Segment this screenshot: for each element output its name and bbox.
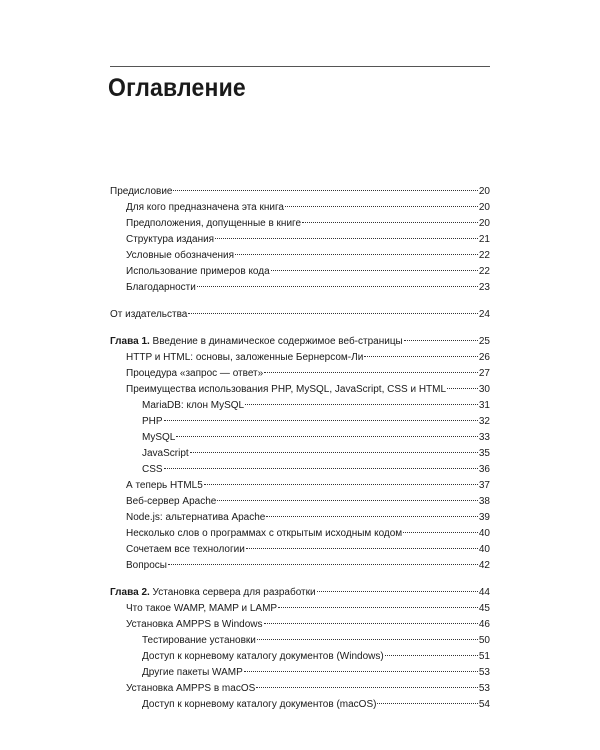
dot-leader xyxy=(404,340,478,341)
toc-page-number: 23 xyxy=(478,282,490,293)
dot-leader xyxy=(447,388,478,389)
toc-entry[interactable] xyxy=(110,382,490,398)
toc-entry-label: Установка AMPPS в Windows xyxy=(126,619,263,630)
toc-entry-label: PHP xyxy=(142,416,163,427)
toc-entry[interactable] xyxy=(110,398,490,414)
toc-entry-label: Веб-сервер Apache xyxy=(126,496,217,507)
toc-entry[interactable] xyxy=(110,280,490,296)
page-title: Оглавление xyxy=(108,74,246,102)
toc-entry[interactable] xyxy=(110,494,490,510)
toc-entry[interactable] xyxy=(110,232,490,248)
dot-leader xyxy=(264,372,478,373)
chapter-number: Глава 2. xyxy=(110,587,150,598)
toc-entry[interactable] xyxy=(110,307,490,323)
toc-entry-label: Другие пакеты WAMP xyxy=(142,667,243,678)
toc-page-number: 51 xyxy=(478,651,490,662)
dot-leader xyxy=(302,222,478,223)
toc-entry[interactable] xyxy=(110,264,490,280)
toc-entry[interactable] xyxy=(110,200,490,216)
toc-entry-label: Процедура «запрос — ответ» xyxy=(126,368,264,379)
toc-page-number: 39 xyxy=(478,512,490,523)
toc-page-number: 38 xyxy=(478,496,490,507)
toc-entry[interactable] xyxy=(110,665,490,681)
toc-entry-label: CSS xyxy=(142,464,163,475)
toc-entry-label: Доступ к корневому каталогу документов (macOS) xyxy=(142,699,377,710)
toc-page-number: 20 xyxy=(478,218,490,229)
toc-page-number: 31 xyxy=(478,400,490,411)
dot-leader xyxy=(285,206,478,207)
toc-entry[interactable] xyxy=(110,366,490,382)
toc-entry[interactable] xyxy=(110,350,490,366)
dot-leader xyxy=(173,190,477,191)
toc-entry[interactable] xyxy=(110,542,490,558)
dot-leader xyxy=(271,270,478,271)
toc-entry-label: А теперь HTML5 xyxy=(126,480,203,491)
toc-entry[interactable] xyxy=(110,649,490,665)
toc-page-number: 24 xyxy=(478,309,490,320)
toc-entry[interactable] xyxy=(110,558,490,574)
toc-section-gap xyxy=(110,296,490,307)
toc-entry-label: Установка AMPPS в macOS xyxy=(126,683,256,694)
toc-page-number: 36 xyxy=(478,464,490,475)
dot-leader xyxy=(317,591,478,592)
dot-leader xyxy=(377,703,477,704)
dot-leader xyxy=(266,516,478,517)
toc-entry[interactable] xyxy=(110,446,490,462)
dot-leader xyxy=(264,623,478,624)
toc-entry[interactable] xyxy=(110,430,490,446)
toc-page-number: 32 xyxy=(478,416,490,427)
toc-page-number: 50 xyxy=(478,635,490,646)
toc-page-number: 40 xyxy=(478,544,490,555)
toc-entry-label: Для кого предназначена эта книга xyxy=(126,202,284,213)
toc-entry[interactable] xyxy=(110,334,490,350)
toc-entry[interactable] xyxy=(110,510,490,526)
toc-page-number: 27 xyxy=(478,368,490,379)
toc-entry[interactable] xyxy=(110,601,490,617)
toc-entry-label: Сочетаем все технологии xyxy=(126,544,245,555)
toc-entry[interactable] xyxy=(110,462,490,478)
toc-entry-label: Несколько слов о программах с открытым исходным кодом xyxy=(126,528,403,539)
toc-entry-label: Использование примеров кода xyxy=(126,266,270,277)
toc-page-number: 54 xyxy=(478,699,490,710)
dot-leader xyxy=(168,564,478,565)
dot-leader xyxy=(245,404,478,405)
toc-page-number: 20 xyxy=(478,186,490,197)
toc-entry[interactable] xyxy=(110,617,490,633)
toc-entry[interactable] xyxy=(110,478,490,494)
toc-page-number: 42 xyxy=(478,560,490,571)
toc-page-number: 53 xyxy=(478,667,490,678)
toc-entry-label: HTTP и HTML: основы, заложенные Бернерсом-Ли xyxy=(126,352,364,363)
toc-entry[interactable] xyxy=(110,216,490,232)
toc-entry-label: Node.js: альтернатива Apache xyxy=(126,512,266,523)
toc-entry-label: Предисловие xyxy=(110,186,173,197)
toc-page-number: 40 xyxy=(478,528,490,539)
dot-leader xyxy=(364,356,478,357)
dot-leader xyxy=(278,607,478,608)
toc-entry-label: Тестирование установки xyxy=(142,635,256,646)
toc-entry[interactable] xyxy=(110,184,490,200)
toc-page-number: 53 xyxy=(478,683,490,694)
dot-leader xyxy=(235,254,478,255)
top-rule xyxy=(110,66,490,67)
toc-entry-label: Вопросы xyxy=(126,560,167,571)
dot-leader xyxy=(257,639,478,640)
toc-page-number: 35 xyxy=(478,448,490,459)
toc-entry-label: Глава 1. Введение в динамическое содержимое веб-страницы xyxy=(110,336,403,347)
toc-page-number: 21 xyxy=(478,234,490,245)
toc-page-number: 25 xyxy=(478,336,490,347)
toc-page-number: 22 xyxy=(478,266,490,277)
toc-page-number: 46 xyxy=(478,619,490,630)
toc-page-number: 37 xyxy=(478,480,490,491)
dot-leader xyxy=(256,687,478,688)
toc-entry-label: Что такое WAMP, MAMP и LAMP xyxy=(126,603,278,614)
toc-page-number: 33 xyxy=(478,432,490,443)
toc-entry[interactable] xyxy=(110,414,490,430)
toc-entry[interactable] xyxy=(110,585,490,601)
dot-leader xyxy=(204,484,478,485)
toc-entry[interactable] xyxy=(110,248,490,264)
toc-entry-label: От издательства xyxy=(110,309,188,320)
dot-leader xyxy=(197,286,478,287)
toc-page-number: 26 xyxy=(478,352,490,363)
toc-entry-label: Преимущества использования PHP, MySQL, JavaScript, CSS и HTML xyxy=(126,384,447,395)
toc-section-gap xyxy=(110,574,490,585)
toc-entry-label: Благодарности xyxy=(126,282,196,293)
toc-entry[interactable] xyxy=(110,681,490,697)
toc-entry-label: Предположения, допущенные в книге xyxy=(126,218,302,229)
toc-entry-label: Условные обозначения xyxy=(126,250,235,261)
toc-entry-label: Доступ к корневому каталогу документов (Windows) xyxy=(142,651,384,662)
toc-entry-label: Структура издания xyxy=(126,234,215,245)
toc-entry[interactable] xyxy=(110,526,490,542)
dot-leader xyxy=(246,548,478,549)
dot-leader xyxy=(176,436,478,437)
dot-leader xyxy=(164,468,478,469)
toc-entry-label: Глава 2. Установка сервера для разработки xyxy=(110,587,316,598)
dot-leader xyxy=(164,420,478,421)
toc-entry-label: MariaDB: клон MySQL xyxy=(142,400,245,411)
toc-page-number: 20 xyxy=(478,202,490,213)
dot-leader xyxy=(403,532,478,533)
dot-leader xyxy=(190,452,478,453)
dot-leader xyxy=(244,671,478,672)
table-of-contents xyxy=(110,184,490,713)
dot-leader xyxy=(188,313,478,314)
toc-entry[interactable] xyxy=(110,633,490,649)
toc-page-number: 22 xyxy=(478,250,490,261)
toc-entry[interactable] xyxy=(110,697,490,713)
chapter-number: Глава 1. xyxy=(110,336,150,347)
dot-leader xyxy=(215,238,478,239)
toc-entry-label: JavaScript xyxy=(142,448,189,459)
dot-leader xyxy=(385,655,478,656)
dot-leader xyxy=(217,500,478,501)
toc-page-number: 44 xyxy=(478,587,490,598)
toc-section-gap xyxy=(110,323,490,334)
toc-entry-label: MySQL xyxy=(142,432,176,443)
toc-page-number: 30 xyxy=(478,384,490,395)
toc-page-number: 45 xyxy=(478,603,490,614)
